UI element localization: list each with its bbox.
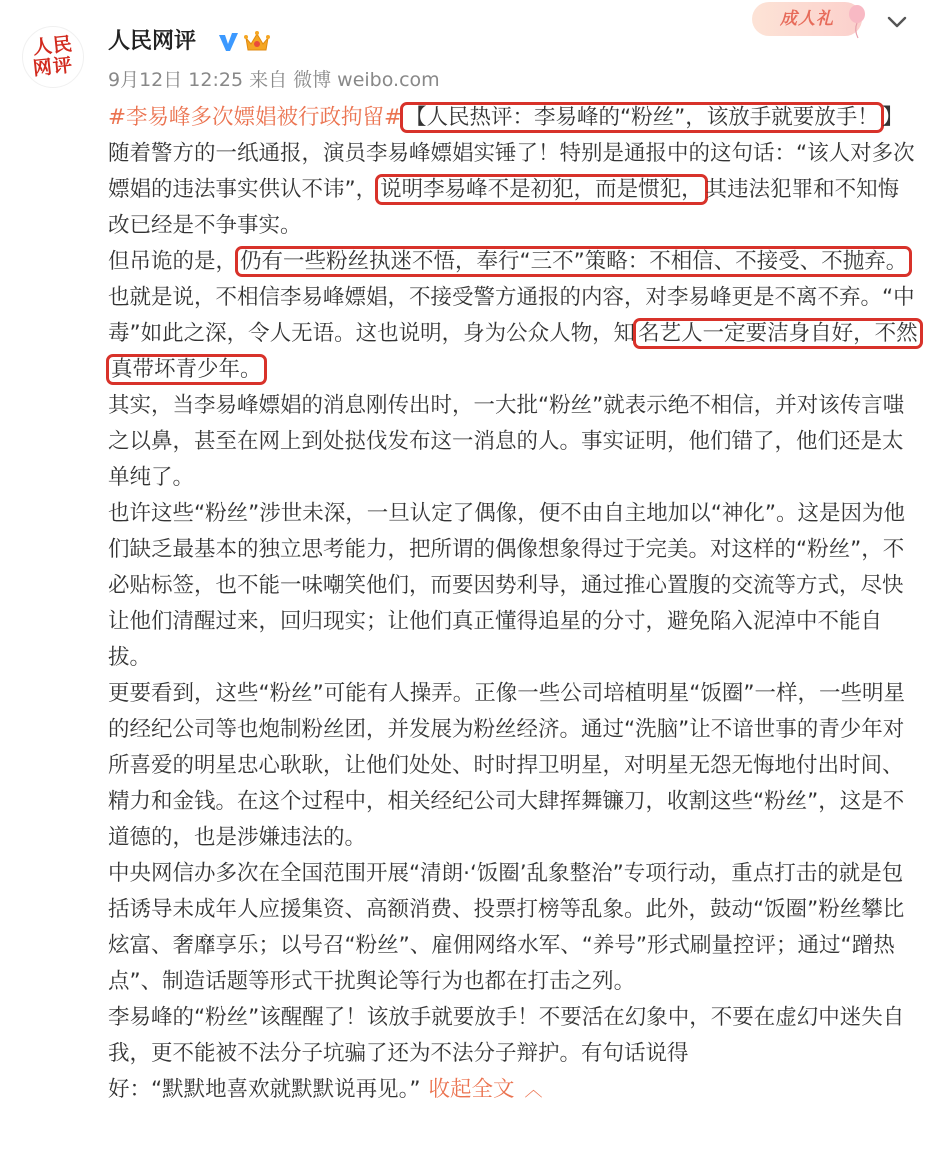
post-body <box>108 100 918 1109</box>
avatar-logo-line2: 网评 <box>31 53 74 81</box>
paragraph-4: 也许这些“粉丝”涉世未深，一旦认定了偶像，便不由自主地加以“神化”。这是因为他们缺乏最基本的独立思考能力，把所谓的偶像想象得过于完美。对这样的“粉丝”，不必贴标签，也不能一味嘲笑他们，而要因势利导，通过推心置腹的交流等方式，尽快让他们清醒过来，回归现实；让他们真正懂得追星的分寸，避免陷入泥淖中不能自拔。 <box>108 501 906 670</box>
paragraph-6: 中央网信办多次在全国范围开展“清朗·‘饭圈’乱象整治”专项行动，重点打击的就是包括诱导未成年人应援集资、高额消费、投票打榜等乱象。此外，鼓动“饭圈”粉丝攀比炫富、奢靡享乐；以号召“粉丝”、雇佣网络水军、“养号”形式刷量控评；通过“蹭热点”、制造话题等形式干扰舆论等行为也都在打击之列。 <box>108 861 905 994</box>
body-text: 其违法犯罪和不知悔改已经是不争事实。 <box>108 177 900 238</box>
paragraph-1 <box>108 100 918 244</box>
body-text: 也就是说，不相信李易峰嫖娼，不接受警方通报的内容，对李易峰更是不离不弃。“中毒”如此之深，令人无语。这也说明，身为公众人物，知 <box>108 285 915 346</box>
coming-of-age-badge[interactable]: 成人礼 <box>752 2 862 36</box>
paragraph-5: 更要看到，这些“粉丝”可能有人操弄。正像一些公司培植明星“饭圈”一样，一些明星的经纪公司等也炮制粉丝团，并发展为粉丝经济。通过“洗脑”让不谙世事的青少年对所喜爱的明星忠心耿耿，让他们处处、时时捍卫明星，对明星无怨无悔地付出时间、精力和金钱。在这个过程中，相关经纪公司大肆挥舞镰刀，收割这些“粉丝”，这是不道德的，也是涉嫌违法的。 <box>108 681 906 850</box>
balloon-icon <box>846 4 868 40</box>
paragraph-3: 其实，当李易峰嫖娼的消息刚传出时，一大批“粉丝”就表示绝不相信，并对该传言嗤之以鼻，甚至在网上到处挞伐发布这一消息的人。事实证明，他们错了，他们还是太单纯了。 <box>108 393 905 490</box>
avatar-logo-line1: 人民 <box>31 32 74 60</box>
chevron-down-icon[interactable] <box>886 14 908 30</box>
collapse-fulltext-link[interactable] <box>429 1077 543 1102</box>
paragraph-7 <box>108 1000 918 1109</box>
avatar[interactable] <box>22 26 84 88</box>
username[interactable]: 人民网评 <box>108 29 197 54</box>
highlighted-text: 说明李易峰不是初犯，而是惯犯， <box>375 174 708 205</box>
post-meta: 9月12日 12:25 来自 微博 weibo.com <box>108 69 440 91</box>
chevron-up-icon: ︿ <box>524 1080 543 1101</box>
verified-v-icon <box>217 31 239 53</box>
body-text: 】随着警方的一纸通报，演员李易峰嫖娼实锤了！特别是通报中的这句话：“该人对多次嫖娼的违法事实供认不讳”， <box>108 105 915 202</box>
body-text: 李易峰的“粉丝”该醒醒了！该放手就要放手！不要活在幻象中，不要在虚幻中迷失自我，更不能被不法分子坑骗了还为不法分子辩护。有句话说得 <box>108 1005 905 1066</box>
highlighted-text: 名艺人一定要洁身自好，不然真带坏青少年。 <box>106 318 923 385</box>
highlighted-text: 【人民热评：李易峰的“粉丝”，该放手就要放手！ <box>400 102 884 133</box>
vip-crown-icon[interactable] <box>243 30 271 54</box>
body-text: 好：“默默地喜欢就默默说再见。” <box>108 1077 421 1102</box>
paragraph-2 <box>108 244 918 388</box>
highlighted-text: 仍有一些粉丝执迷不悟，奉行“三不”策略：不相信、不接受、不抛弃。 <box>235 246 912 277</box>
topic-hashtag-link[interactable]: #李易峰多次嫖娼被行政拘留# <box>108 105 403 130</box>
collapse-fulltext-label: 收起全文 <box>428 1077 515 1102</box>
body-text: 但吊诡的是， <box>108 249 238 274</box>
